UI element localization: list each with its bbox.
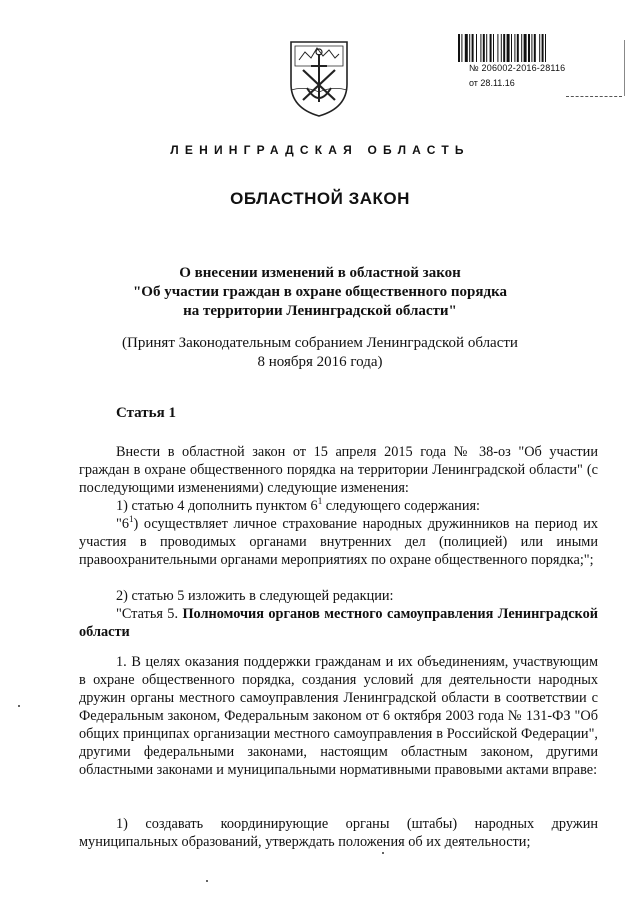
adoption-note <box>60 334 580 372</box>
law-title-line: "Об участии граждан в охране общественного порядка <box>132 284 507 300</box>
registration-date: от 28.11.16 <box>469 78 515 88</box>
barcode-bar <box>545 34 546 62</box>
barcode-bar <box>497 34 498 62</box>
barcode-bar <box>501 34 502 62</box>
barcode <box>458 34 600 62</box>
paragraph: "$6^1$) осуществляет личное страхование народных дружинников на период их участия в проводимых органами внутренних дел (полицией) или иными правоохранительными органами мероприятиях по охране общественного порядка;"; <box>79 514 598 568</box>
adoption-note-line: (Принят Законодательным собранием Ленинградской области <box>122 335 518 351</box>
barcode-bar <box>465 34 468 62</box>
scan-speck <box>382 852 384 854</box>
paragraph: "Статья 5. Полномочия органов местного самоуправления Ленинградской области <box>79 606 598 640</box>
law-title-line: О внесении изменений в областной закон <box>179 265 461 281</box>
region-name: ЛЕНИНГРАДСКАЯ ОБЛАСТЬ <box>170 143 470 157</box>
scan-speck <box>18 705 20 707</box>
barcode-bar <box>534 34 536 62</box>
barcode-bar <box>517 34 519 62</box>
barcode-bar <box>514 34 515 62</box>
barcode-bar <box>524 34 527 62</box>
paragraph: 1. В целях оказания поддержки гражданам и их объединениям, участвующим в охране общественного порядка, создания условий для деятельности народных дружин органы местного самоуправления Ленинградской области в соответствии с Федеральным законом, Федеральным законом от 6 октября 2003 года № 131-ФЗ "Об общих принципах организации местного самоуправления в Российской Федерации", другими федеральными законами, настоящим областным законом, другими областными законами и муниципальными нормативными правовыми актами вправе: <box>79 654 598 778</box>
barcode-bar <box>458 34 460 62</box>
paragraph: 2) статью 5 изложить в следующей редакции: <box>116 588 394 604</box>
barcode-bar <box>486 34 487 62</box>
barcode-bar <box>528 34 530 62</box>
barcode-bar <box>490 34 492 62</box>
adoption-note-line: 8 ноября 2016 года) <box>257 354 383 370</box>
stamp-border-edge <box>624 40 625 96</box>
barcode-bar <box>539 34 540 62</box>
barcode-bar <box>503 34 505 62</box>
law-title-line: на территории Ленинградской области" <box>183 303 457 319</box>
article-heading: Статья 1 <box>116 405 176 421</box>
barcode-bar <box>480 34 481 62</box>
barcode-bar <box>476 34 477 62</box>
barcode-bar <box>521 34 522 62</box>
law-title <box>60 264 580 321</box>
coat-of-arms-emblem <box>285 36 353 120</box>
paragraph: 1) статью 4 дополнить пунктом $6^1$ следующего содержания: <box>116 496 481 514</box>
stamp-border <box>566 96 622 97</box>
paragraph: 1) создавать координирующие органы (штабы) народных дружин муниципальных образований, утверждать положения об их деятельности; <box>79 816 598 850</box>
barcode-bar <box>511 34 512 62</box>
paragraph: Внести в областной закон от 15 апреля 2015 года № 38-оз "Об участии граждан в охране общественного порядка на территории Ленинградской области" (с последующими изменениями) следующие изменения: <box>79 444 598 496</box>
barcode-bar <box>542 34 544 62</box>
barcode-bar <box>493 34 494 62</box>
law-type-heading: ОБЛАСТНОЙ ЗАКОН <box>230 189 410 208</box>
barcode-bar <box>483 34 485 62</box>
barcode-bar <box>469 34 470 62</box>
barcode-bar <box>507 34 510 62</box>
registration-number: № 206002-2016-28116 <box>469 63 566 73</box>
barcode-bar <box>472 34 474 62</box>
barcode-bar <box>531 34 532 62</box>
barcode-bar <box>461 34 462 62</box>
scan-speck <box>206 880 208 882</box>
